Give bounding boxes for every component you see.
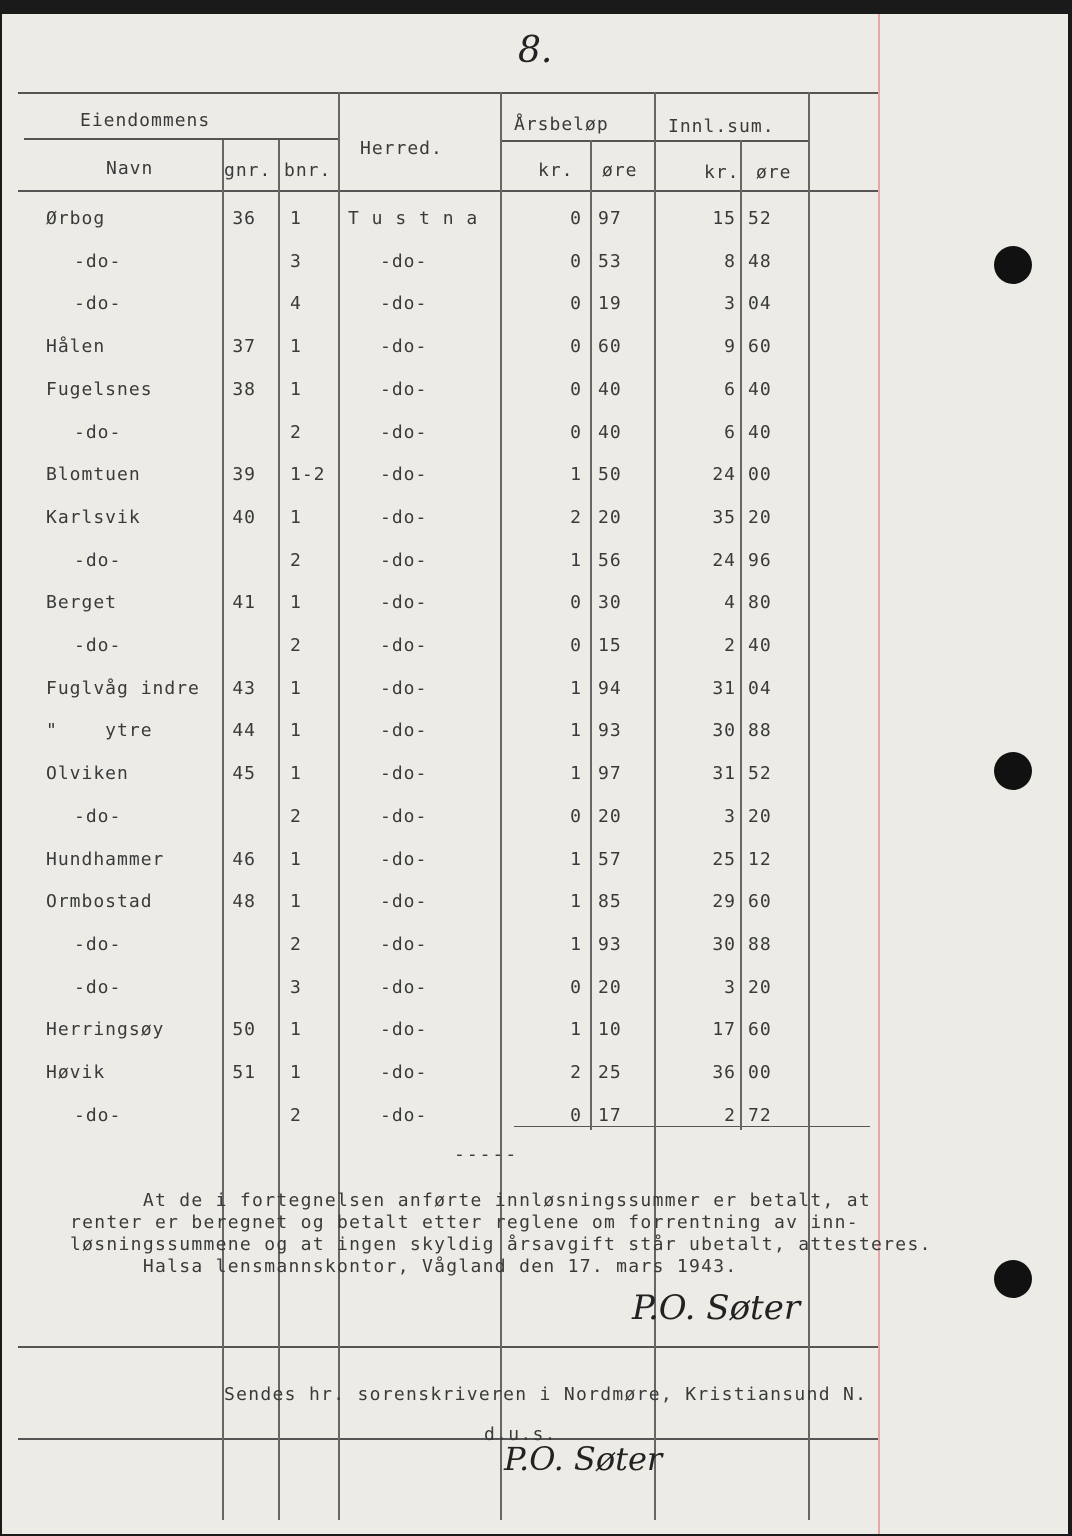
- cell-arsbelop-ore: 93: [598, 933, 622, 955]
- cell-herred: -do-: [380, 976, 428, 998]
- cell-navn: Olviken: [46, 763, 129, 785]
- cell-bnr: 3: [290, 976, 302, 998]
- table-row: [2, 891, 882, 921]
- cell-arsbelop-kr: 0: [570, 805, 582, 827]
- cell-innl-ore: 52: [748, 763, 772, 785]
- cell-navn: Berget: [46, 592, 118, 614]
- footer-rule: [18, 1438, 878, 1440]
- cell-bnr: 1: [290, 336, 302, 358]
- cell-navn: -do-: [74, 976, 122, 998]
- cell-herred: -do-: [380, 848, 428, 870]
- document-page: [2, 14, 1068, 1534]
- sendes-line: Sendes hr. sorenskriveren i Nordmøre, Kristiansund N.: [224, 1384, 868, 1405]
- table-row: [2, 464, 882, 494]
- cell-arsbelop-ore: 10: [598, 1019, 622, 1041]
- table-row: [2, 1062, 882, 1092]
- cell-arsbelop-ore: 25: [598, 1062, 622, 1083]
- cell-herred: -do-: [380, 549, 428, 571]
- cell-gnr: 41: [232, 592, 256, 614]
- cell-arsbelop-kr: 1: [570, 677, 582, 699]
- header-navn: Navn: [106, 158, 154, 179]
- dus-line: d.u.s.: [484, 1424, 557, 1445]
- table-top-rule: [18, 92, 878, 94]
- cell-navn: Blomtuen: [46, 464, 141, 486]
- header-ore: øre: [756, 162, 792, 183]
- header-herred: Herred.: [360, 138, 443, 159]
- cell-arsbelop-kr: 1: [570, 763, 582, 785]
- cell-innl-ore: 40: [748, 421, 772, 443]
- cell-innl-ore: 48: [748, 250, 772, 272]
- cell-bnr: 2: [290, 549, 302, 571]
- cell-bnr: 1: [290, 1062, 302, 1083]
- cell-herred: -do-: [380, 933, 428, 955]
- header-gnr: gnr.: [224, 160, 272, 181]
- cell-navn: -do-: [74, 635, 122, 656]
- cell-innl-ore: 60: [748, 1019, 772, 1041]
- cell-innl-kr: 8: [724, 250, 736, 272]
- cell-innl-ore: 88: [748, 720, 772, 742]
- cell-arsbelop-ore: 20: [598, 805, 622, 827]
- cell-innl-ore: 00: [748, 1062, 772, 1083]
- cell-navn: -do-: [74, 549, 122, 571]
- cell-innl-kr: 30: [712, 720, 736, 742]
- header-arsbelop: Årsbeløp: [514, 114, 609, 135]
- cell-gnr: 51: [232, 1062, 256, 1083]
- header-sub-rule: [24, 138, 338, 140]
- cell-gnr: 39: [232, 464, 256, 486]
- cell-arsbelop-ore: 60: [598, 336, 622, 358]
- cell-bnr: 1: [290, 891, 302, 913]
- cell-gnr: 36: [232, 208, 256, 229]
- cell-innl-kr: 3: [724, 293, 736, 315]
- cell-arsbelop-ore: 94: [598, 677, 622, 699]
- cell-innl-ore: 00: [748, 464, 772, 486]
- cell-arsbelop-ore: 56: [598, 549, 622, 571]
- cell-innl-kr: 6: [724, 378, 736, 400]
- punch-hole: [994, 752, 1032, 790]
- cell-arsbelop-kr: 0: [570, 208, 582, 229]
- cell-bnr: 1: [290, 506, 302, 528]
- cell-herred: -do-: [380, 293, 428, 315]
- cell-arsbelop-ore: 50: [598, 464, 622, 486]
- table-row: [2, 977, 882, 1007]
- table-row: [2, 422, 882, 452]
- cell-innl-ore: 60: [748, 891, 772, 913]
- attestation-line: Halsa lensmannskontor, Vågland den 17. mars 1943.: [70, 1256, 738, 1277]
- cell-navn: -do-: [74, 293, 122, 315]
- cell-innl-kr: 3: [724, 976, 736, 998]
- cell-arsbelop-kr: 1: [570, 464, 582, 486]
- cell-innl-ore: 04: [748, 677, 772, 699]
- table-row: [2, 592, 882, 622]
- cell-arsbelop-ore: 40: [598, 421, 622, 443]
- cell-gnr: 43: [232, 677, 256, 699]
- cell-navn: -do-: [74, 421, 122, 443]
- cell-innl-kr: 25: [712, 848, 736, 870]
- cell-navn: Hundhammer: [46, 848, 165, 870]
- cell-arsbelop-kr: 0: [570, 421, 582, 443]
- cell-arsbelop-kr: 1: [570, 549, 582, 571]
- cell-innl-kr: 29: [712, 891, 736, 913]
- table-row: [2, 293, 882, 323]
- table-row: [2, 934, 882, 964]
- cell-innl-kr: 24: [712, 464, 736, 486]
- cell-bnr: 2: [290, 805, 302, 827]
- cell-innl-kr: 2: [724, 635, 736, 656]
- table-row: [2, 1019, 882, 1049]
- cell-innl-ore: 60: [748, 336, 772, 358]
- cell-arsbelop-ore: 97: [598, 763, 622, 785]
- cell-herred: -do-: [380, 506, 428, 528]
- cell-herred: -do-: [380, 1019, 428, 1041]
- cell-herred: -do-: [380, 720, 428, 742]
- cell-gnr: 50: [232, 1019, 256, 1041]
- punch-hole: [994, 246, 1032, 284]
- cell-navn: Herringsøy: [46, 1019, 165, 1041]
- cell-herred: T u s t n a: [348, 208, 479, 229]
- cell-gnr: 46: [232, 848, 256, 870]
- cell-arsbelop-ore: 20: [598, 976, 622, 998]
- cell-navn: -do-: [74, 250, 122, 272]
- cell-bnr: 1-2: [290, 464, 326, 486]
- cell-innl-ore: 12: [748, 848, 772, 870]
- cell-herred: -do-: [380, 1062, 428, 1083]
- cell-navn: Hålen: [46, 336, 106, 358]
- cell-bnr: 2: [290, 421, 302, 443]
- cell-arsbelop-kr: 0: [570, 293, 582, 315]
- cell-gnr: 40: [232, 506, 256, 528]
- cell-innl-kr: 31: [712, 763, 736, 785]
- cell-bnr: 2: [290, 1104, 302, 1126]
- table-row: [2, 550, 882, 580]
- cell-gnr: 45: [232, 763, 256, 785]
- cell-arsbelop-ore: 57: [598, 848, 622, 870]
- cell-gnr: 38: [232, 378, 256, 400]
- cell-arsbelop-ore: 19: [598, 293, 622, 315]
- cell-bnr: 4: [290, 293, 302, 315]
- cell-navn: Ørbog: [46, 208, 106, 229]
- table-row: [2, 507, 882, 537]
- cell-innl-ore: 52: [748, 208, 772, 229]
- cell-arsbelop-kr: 0: [570, 378, 582, 400]
- cell-herred: -do-: [380, 421, 428, 443]
- cell-arsbelop-kr: 1: [570, 1019, 582, 1041]
- cell-arsbelop-ore: 85: [598, 891, 622, 913]
- attestation-line: At de i fortegnelsen anførte innløsningssummer er betalt, at: [70, 1190, 872, 1211]
- cell-navn: -do-: [74, 933, 122, 955]
- page-number: 8.: [518, 30, 553, 71]
- cell-arsbelop-kr: 1: [570, 720, 582, 742]
- cell-navn: Fugelsnes: [46, 378, 153, 400]
- cell-navn: Fuglvåg indre: [46, 677, 200, 699]
- cell-arsbelop-ore: 97: [598, 208, 622, 229]
- signature: P.O. Søter: [504, 1440, 663, 1478]
- table-row: [2, 806, 882, 836]
- cell-innl-ore: 20: [748, 506, 772, 528]
- cell-innl-kr: 4: [724, 592, 736, 614]
- header-innl-sum: Innl.sum.: [668, 116, 775, 137]
- header-kr: kr.: [538, 160, 574, 181]
- cell-herred: -do-: [380, 336, 428, 358]
- cell-innl-ore: 20: [748, 805, 772, 827]
- footer-rule: [18, 1346, 878, 1348]
- cell-navn: -do-: [74, 805, 122, 827]
- cell-herred: -do-: [380, 250, 428, 272]
- cell-innl-kr: 3: [724, 805, 736, 827]
- cell-bnr: 1: [290, 378, 302, 400]
- cell-herred: -do-: [380, 763, 428, 785]
- cell-innl-kr: 30: [712, 933, 736, 955]
- cell-arsbelop-kr: 2: [570, 506, 582, 528]
- cell-navn: Høvik: [46, 1062, 106, 1083]
- cell-arsbelop-kr: 0: [570, 976, 582, 998]
- cell-herred: -do-: [380, 805, 428, 827]
- header-ore: øre: [602, 160, 638, 181]
- cell-navn: " ytre: [46, 720, 153, 742]
- cell-arsbelop-kr: 1: [570, 933, 582, 955]
- cell-innl-kr: 2: [724, 1104, 736, 1126]
- cell-innl-kr: 15: [712, 208, 736, 229]
- cell-arsbelop-ore: 17: [598, 1104, 622, 1126]
- cell-herred: -do-: [380, 378, 428, 400]
- cell-innl-kr: 35: [712, 506, 736, 528]
- attestation-line: løsningssummene og at ingen skyldig årsavgift står ubetalt, attesteres.: [70, 1234, 932, 1255]
- cell-herred: -do-: [380, 635, 428, 656]
- cell-herred: -do-: [380, 592, 428, 614]
- cell-bnr: 1: [290, 677, 302, 699]
- cell-navn: -do-: [74, 1104, 122, 1126]
- table-row: [2, 678, 882, 708]
- cell-bnr: 1: [290, 848, 302, 870]
- cell-arsbelop-ore: 30: [598, 592, 622, 614]
- cell-gnr: 37: [232, 336, 256, 358]
- table-row: [2, 379, 882, 409]
- cell-innl-kr: 9: [724, 336, 736, 358]
- cell-innl-ore: 40: [748, 635, 772, 656]
- attestation-line: renter er beregnet og betalt etter reglene om forrentning av inn-: [70, 1212, 859, 1233]
- cell-innl-kr: 6: [724, 421, 736, 443]
- cell-bnr: 1: [290, 763, 302, 785]
- cell-herred: -do-: [380, 1104, 428, 1126]
- cell-bnr: 1: [290, 592, 302, 614]
- cell-innl-ore: 40: [748, 378, 772, 400]
- cell-innl-ore: 80: [748, 592, 772, 614]
- header-kr: kr.: [704, 162, 740, 183]
- table-row: [2, 720, 882, 750]
- header-eiendommens: Eiendommens: [80, 110, 211, 131]
- cell-innl-ore: 72: [748, 1104, 772, 1126]
- cell-herred: -do-: [380, 677, 428, 699]
- table-row: [2, 635, 882, 665]
- cell-arsbelop-ore: 53: [598, 250, 622, 272]
- cell-bnr: 1: [290, 720, 302, 742]
- cell-arsbelop-kr: 1: [570, 891, 582, 913]
- table-row: [2, 251, 882, 281]
- cell-arsbelop-kr: 0: [570, 635, 582, 656]
- cell-bnr: 3: [290, 250, 302, 272]
- table-row: [2, 1105, 882, 1135]
- cell-navn: Karlsvik: [46, 506, 141, 528]
- table-row: [2, 763, 882, 793]
- table-row: [2, 336, 882, 366]
- cell-arsbelop-ore: 40: [598, 378, 622, 400]
- cell-arsbelop-kr: 0: [570, 250, 582, 272]
- cell-innl-ore: 88: [748, 933, 772, 955]
- cell-navn: Ormbostad: [46, 891, 153, 913]
- cell-arsbelop-kr: 0: [570, 336, 582, 358]
- cell-innl-ore: 96: [748, 549, 772, 571]
- cell-innl-ore: 04: [748, 293, 772, 315]
- cell-gnr: 44: [232, 720, 256, 742]
- cell-bnr: 1: [290, 1019, 302, 1041]
- cell-innl-kr: 31: [712, 677, 736, 699]
- cell-arsbelop-kr: 2: [570, 1062, 582, 1083]
- cell-innl-ore: 20: [748, 976, 772, 998]
- cell-gnr: 48: [232, 891, 256, 913]
- signature: P.O. Søter: [632, 1288, 801, 1328]
- cell-arsbelop-kr: 1: [570, 848, 582, 870]
- cell-bnr: 2: [290, 635, 302, 656]
- header-bnr: bnr.: [284, 160, 332, 181]
- cell-innl-kr: 24: [712, 549, 736, 571]
- cell-innl-kr: 36: [712, 1062, 736, 1083]
- cell-arsbelop-kr: 0: [570, 1104, 582, 1126]
- cell-arsbelop-kr: 0: [570, 592, 582, 614]
- separator: -----: [454, 1144, 519, 1165]
- cell-herred: -do-: [380, 464, 428, 486]
- cell-arsbelop-ore: 20: [598, 506, 622, 528]
- table-row: [2, 208, 882, 238]
- punch-hole: [994, 1260, 1032, 1298]
- cell-bnr: 1: [290, 208, 302, 229]
- cell-innl-kr: 17: [712, 1019, 736, 1041]
- cell-arsbelop-ore: 15: [598, 635, 622, 656]
- cell-arsbelop-ore: 93: [598, 720, 622, 742]
- header-bottom-rule: [18, 190, 878, 192]
- cell-bnr: 2: [290, 933, 302, 955]
- table-row: [2, 849, 882, 879]
- cell-herred: -do-: [380, 891, 428, 913]
